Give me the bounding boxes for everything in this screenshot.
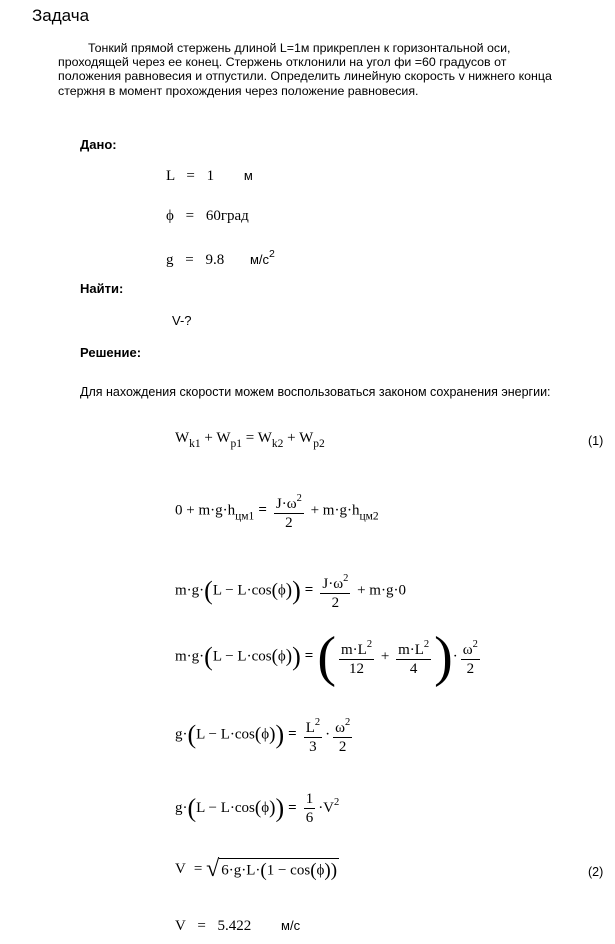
given-angle [166,208,249,225]
gravity-symbol: g [166,252,174,268]
problem-line-4: стержня в момент прохождения через положение равновесия. [58,83,419,98]
length-value: 1 [206,168,215,184]
sqrt-symbol: √ 6·g·L·(1 − cos(ϕ)) [206,856,338,882]
angle-symbol: ϕ [166,208,174,224]
equals-sign: = [185,208,195,224]
equation-velocity-formula: V = √ 6·g·L·(1 − cos(ϕ)) [175,856,338,882]
length-symbol: L [166,168,175,184]
page-title: Задача [32,6,90,25]
result-value: 5.422 [217,918,252,934]
equation-energy-expanded: $0 + m\cdot g\cdot h_{цм1}$ = $\frac{J\cdot\omega^2}{2}$ + $m\cdot g\cdot h_{цм2}$ [175,493,379,531]
find-item: V-? [172,313,192,328]
given-length [166,168,253,185]
angle-value: 60град [205,208,249,224]
problem-line-1: Тонкий прямой стержень длиной L=1м прикреплен к горизонтальной оси, [88,41,511,55]
problem-line-3: положения равновесия и отпустили. Определить линейную скорость v нижнего конца [58,69,552,84]
solution-intro: Для нахождения скорости можем воспользоваться законом сохранения энергии: [80,385,551,399]
result-line [175,918,300,935]
solution-heading: Решение: [80,345,142,360]
equation-energy-conservation: $W_{k1} + W_{p1} = W_{k2} + W_{p2}$ [175,430,325,450]
equation-moment-of-inertia: m·g·(L − L·cos(ϕ)) =( $\frac{m\cdot L^2}{12}$ + $\frac{m\cdot L^2}{4}$ )· $\frac{\omega^2}{2}$ [175,626,478,688]
equals-sign: = [186,168,195,184]
result-symbol: V [175,918,186,934]
result-unit: м/с [281,918,301,933]
given-heading: Дано: [80,137,117,152]
equation-number-1: (1) [588,434,604,448]
gravity-unit: $м/с^2$ [249,248,275,267]
equals-sign: = [185,252,194,268]
problem-text [58,41,610,98]
equals-sign: = [197,918,206,934]
length-unit: м [243,168,253,183]
equation-simplified: g·(L − L·cos(ϕ)) = $\frac{L^2}{3}$ · $\frac{\omega^2}{2}$ [175,717,351,755]
equation-number-2: (2) [588,865,604,879]
gravity-value: 9.8 [205,252,225,268]
equation-height-substitution: m·g·(L − L·cos(ϕ)) = $\frac{J\cdot\omega^2}{2}$ + m·g·0 [175,573,406,611]
find-heading: Найти: [80,281,124,296]
problem-line-2: проходящей через ее конец. Стержень отклонили на угол фи =60 градусов от [58,55,507,70]
equation-velocity-squared: g·(L − L·cos(ϕ)) = $\frac{1}{6}$ $\cdot V^2$ [175,791,340,826]
given-gravity [166,248,275,269]
